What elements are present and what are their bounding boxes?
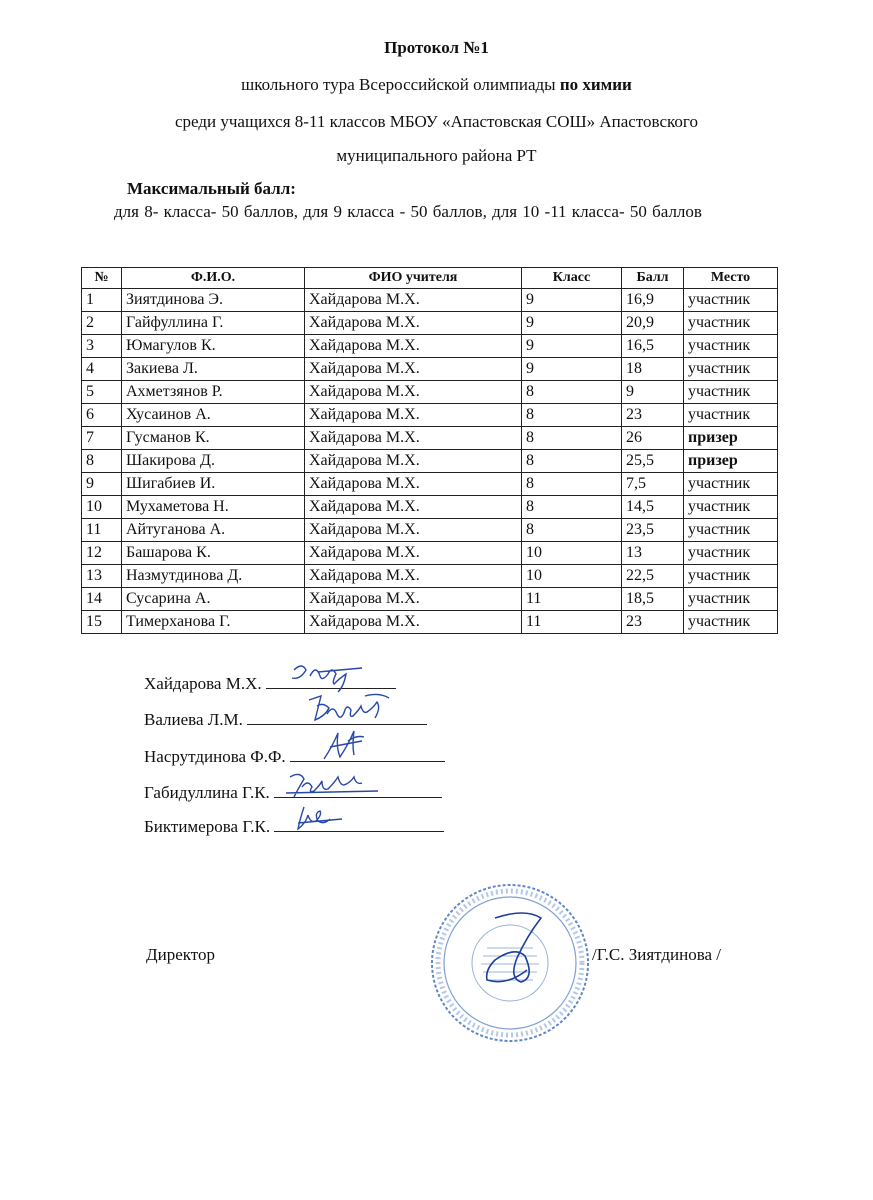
signature-underline xyxy=(274,780,442,798)
cell-grade: 9 xyxy=(522,358,622,381)
signature-underline xyxy=(290,744,445,762)
district-description: муниципального района РТ xyxy=(336,146,537,165)
header-place: Место xyxy=(684,268,778,289)
cell-place: участник xyxy=(684,611,778,634)
protocol-title: Протокол №1 xyxy=(384,38,489,57)
cell-score: 23 xyxy=(622,404,684,427)
cell-teacher-name: Хайдарова М.Х. xyxy=(305,450,522,473)
signature-line-nasrutdinova xyxy=(144,744,445,767)
cell-number: 13 xyxy=(82,565,122,588)
cell-place: участник xyxy=(684,519,778,542)
director-label: Директор xyxy=(146,945,215,964)
subtitle-prefix: школьного тура Всероссийской олимпиады xyxy=(241,75,560,94)
signatory-name: Габидуллина Г.К. xyxy=(144,783,270,802)
table-row xyxy=(82,565,778,588)
cell-student-name: Шакирова Д. xyxy=(122,450,305,473)
table-row xyxy=(82,335,778,358)
table-row xyxy=(82,473,778,496)
cell-grade: 8 xyxy=(522,519,622,542)
table-row xyxy=(82,450,778,473)
cell-score: 13 xyxy=(622,542,684,565)
cell-score: 16,5 xyxy=(622,335,684,358)
cell-place: призер xyxy=(684,450,778,473)
cell-score: 9 xyxy=(622,381,684,404)
cell-teacher-name: Хайдарова М.Х. xyxy=(305,312,522,335)
cell-place: участник xyxy=(684,381,778,404)
cell-student-name: Шигабиев И. xyxy=(122,473,305,496)
cell-score: 18 xyxy=(622,358,684,381)
cell-place: участник xyxy=(684,565,778,588)
signature-line-khaidarova xyxy=(144,671,396,694)
signatory-name: Валиева Л.М. xyxy=(144,710,243,729)
cell-place: участник xyxy=(684,358,778,381)
cell-place: участник xyxy=(684,473,778,496)
cell-number: 9 xyxy=(82,473,122,496)
cell-score: 22,5 xyxy=(622,565,684,588)
cell-student-name: Ахметзянов Р. xyxy=(122,381,305,404)
handwritten-signature xyxy=(305,692,405,726)
cell-student-name: Юмагулов К. xyxy=(122,335,305,358)
signature-underline xyxy=(266,671,396,689)
table-row xyxy=(82,542,778,565)
cell-score: 16,9 xyxy=(622,289,684,312)
cell-score: 7,5 xyxy=(622,473,684,496)
table-row xyxy=(82,519,778,542)
cell-student-name: Башарова К. xyxy=(122,542,305,565)
cell-student-name: Сусарина А. xyxy=(122,588,305,611)
cell-student-name: Зиятдинова Э. xyxy=(122,289,305,312)
cell-place: участник xyxy=(684,404,778,427)
cell-grade: 8 xyxy=(522,450,622,473)
cell-teacher-name: Хайдарова М.Х. xyxy=(305,542,522,565)
olympiad-subtitle xyxy=(0,75,873,95)
cell-student-name: Тимерханова Г. xyxy=(122,611,305,634)
header-grade: Класс xyxy=(522,268,622,289)
cell-score: 25,5 xyxy=(622,450,684,473)
cell-number: 12 xyxy=(82,542,122,565)
cell-student-name: Закиева Л. xyxy=(122,358,305,381)
cell-teacher-name: Хайдарова М.Х. xyxy=(305,611,522,634)
cell-grade: 9 xyxy=(522,312,622,335)
cell-place: участник xyxy=(684,496,778,519)
cell-number: 11 xyxy=(82,519,122,542)
max-score-text: для 8- класса- 50 баллов, для 9 класса - 50 баллов, для 10 -11 класса- 50 баллов xyxy=(114,202,702,221)
table-row xyxy=(82,312,778,335)
cell-teacher-name: Хайдарова М.Х. xyxy=(305,588,522,611)
cell-grade: 8 xyxy=(522,473,622,496)
cell-place: участник xyxy=(684,312,778,335)
cell-grade: 8 xyxy=(522,381,622,404)
handwritten-signature xyxy=(284,769,384,799)
cell-place: участник xyxy=(684,335,778,358)
signature-line-gabidullina xyxy=(144,780,442,803)
cell-number: 4 xyxy=(82,358,122,381)
cell-teacher-name: Хайдарова М.Х. xyxy=(305,496,522,519)
cell-grade: 9 xyxy=(522,289,622,312)
signatory-name: Насрутдинова Ф.Ф. xyxy=(144,747,286,766)
cell-number: 5 xyxy=(82,381,122,404)
signature-underline xyxy=(274,814,444,832)
cell-grade: 10 xyxy=(522,565,622,588)
cell-grade: 10 xyxy=(522,542,622,565)
handwritten-signature xyxy=(288,660,368,690)
subject-name: по химии xyxy=(559,75,632,94)
cell-teacher-name: Хайдарова М.Х. xyxy=(305,358,522,381)
cell-number: 15 xyxy=(82,611,122,634)
signature-line-biktimerova xyxy=(144,814,444,837)
cell-teacher-name: Хайдарова М.Х. xyxy=(305,335,522,358)
signature-line-valieva xyxy=(144,707,427,730)
cell-number: 7 xyxy=(82,427,122,450)
cell-score: 18,5 xyxy=(622,588,684,611)
cell-teacher-name: Хайдарова М.Х. xyxy=(305,473,522,496)
cell-score: 14,5 xyxy=(622,496,684,519)
signatory-name: Хайдарова М.Х. xyxy=(144,674,262,693)
cell-student-name: Хусаинов А. xyxy=(122,404,305,427)
cell-student-name: Назмутдинова Д. xyxy=(122,565,305,588)
cell-teacher-name: Хайдарова М.Х. xyxy=(305,404,522,427)
cell-place: участник xyxy=(684,289,778,312)
cell-teacher-name: Хайдарова М.Х. xyxy=(305,519,522,542)
cell-student-name: Мухаметова Н. xyxy=(122,496,305,519)
table-row xyxy=(82,611,778,634)
participants-description: среди учащихся 8-11 классов МБОУ «Апастовская СОШ» Апастовского xyxy=(175,112,698,131)
signature-underline xyxy=(247,707,427,725)
cell-number: 1 xyxy=(82,289,122,312)
table-row xyxy=(82,381,778,404)
cell-teacher-name: Хайдарова М.Х. xyxy=(305,427,522,450)
cell-teacher-name: Хайдарова М.Х. xyxy=(305,381,522,404)
table-row xyxy=(82,358,778,381)
cell-number: 2 xyxy=(82,312,122,335)
official-stamp xyxy=(425,878,595,1048)
cell-number: 6 xyxy=(82,404,122,427)
cell-student-name: Гусманов К. xyxy=(122,427,305,450)
cell-score: 26 xyxy=(622,427,684,450)
director-name: /Г.С. Зиятдинова / xyxy=(592,945,722,964)
cell-grade: 8 xyxy=(522,496,622,519)
max-score-label: Максимальный балл: xyxy=(127,179,296,198)
header-student-name: Ф.И.О. xyxy=(122,268,305,289)
table-row xyxy=(82,404,778,427)
cell-score: 20,9 xyxy=(622,312,684,335)
cell-grade: 11 xyxy=(522,588,622,611)
cell-teacher-name: Хайдарова М.Х. xyxy=(305,289,522,312)
cell-score: 23,5 xyxy=(622,519,684,542)
cell-place: участник xyxy=(684,542,778,565)
table-row xyxy=(82,496,778,519)
cell-place: участник xyxy=(684,588,778,611)
cell-student-name: Айтуганова А. xyxy=(122,519,305,542)
cell-score: 23 xyxy=(622,611,684,634)
cell-number: 14 xyxy=(82,588,122,611)
signatory-name: Биктимерова Г.К. xyxy=(144,817,271,836)
cell-student-name: Гайфуллина Г. xyxy=(122,312,305,335)
cell-number: 10 xyxy=(82,496,122,519)
handwritten-signature xyxy=(320,729,380,763)
cell-number: 8 xyxy=(82,450,122,473)
header-teacher-name: ФИО учителя xyxy=(305,268,522,289)
header-number: № xyxy=(82,268,122,289)
cell-number: 3 xyxy=(82,335,122,358)
table-header-row xyxy=(82,268,778,289)
cell-grade: 9 xyxy=(522,335,622,358)
cell-grade: 11 xyxy=(522,611,622,634)
cell-grade: 8 xyxy=(522,427,622,450)
cell-place: призер xyxy=(684,427,778,450)
table-row xyxy=(82,588,778,611)
results-table xyxy=(81,267,778,634)
cell-grade: 8 xyxy=(522,404,622,427)
header-score: Балл xyxy=(622,268,684,289)
table-row xyxy=(82,289,778,312)
table-row xyxy=(82,427,778,450)
cell-teacher-name: Хайдарова М.Х. xyxy=(305,565,522,588)
handwritten-signature xyxy=(294,801,354,833)
